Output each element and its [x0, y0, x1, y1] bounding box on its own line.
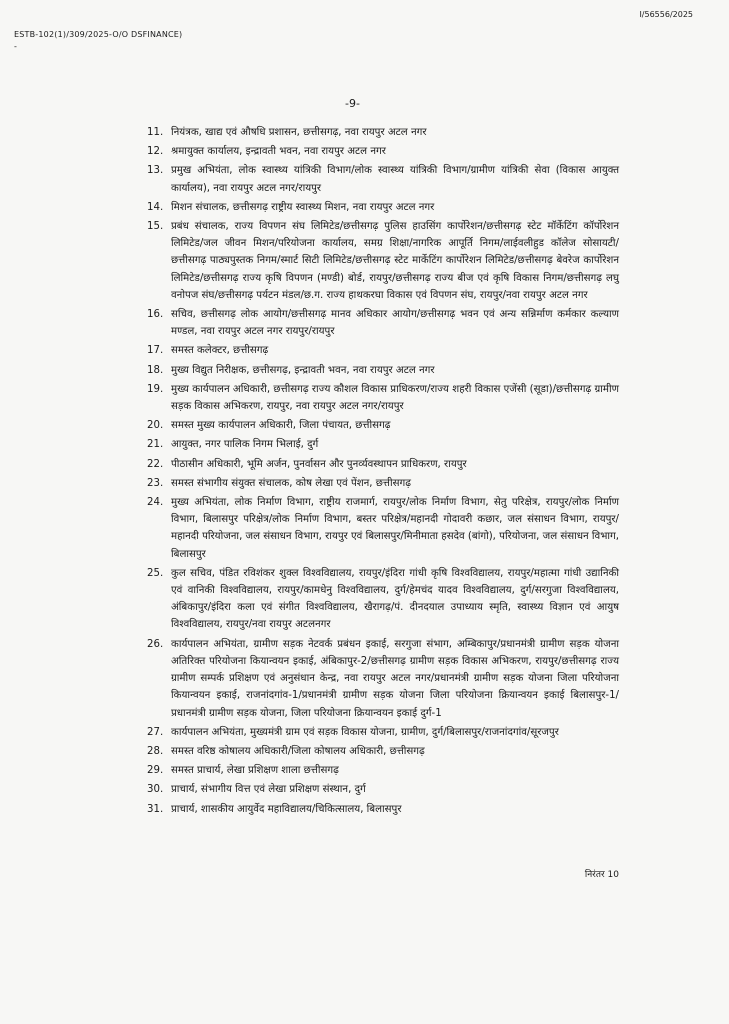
item-number: 21.	[147, 439, 164, 451]
item-number: 15.	[147, 221, 164, 233]
item-text: प्राचार्य, शासकीय आयुर्वेद महाविद्यालय/चिकित्सालय, बिलासपुर	[171, 803, 402, 815]
item-number: 31.	[147, 803, 164, 815]
list-item	[147, 417, 619, 434]
reference-number: I/56556/2025	[639, 10, 693, 19]
item-text: मुख्य विद्युत निरीक्षक, छत्तीसगढ़, इन्द्रावती भवन, नवा रायपुर अटल नगर	[171, 364, 435, 376]
list-item	[147, 801, 619, 818]
list-item	[147, 381, 619, 415]
list-item	[147, 124, 619, 141]
item-text: समस्त वरिष्ठ कोषालय अधिकारी/जिला कोषालय अधिकारी, छत्तीसगढ़	[171, 745, 425, 757]
item-number: 29.	[147, 765, 164, 777]
item-text: समस्त संभागीय संयुक्त संचालक, कोष लेखा एवं पेंशन, छत्तीसगढ़	[171, 477, 411, 489]
item-number: 14.	[147, 201, 164, 213]
list-item	[147, 743, 619, 760]
item-text: प्रमुख अभियंता, लोक स्वास्थ्य यांत्रिकी विभाग/लोक स्वास्थ्य यांत्रिकी विभाग/ग्रामीण यांत्रिकी सेवा (विकास आयुक्त कार्यालय), नवा रायपुर अटल नगर/रायपुर	[171, 165, 619, 194]
item-number: 27.	[147, 726, 164, 738]
header-dash: -	[14, 42, 17, 51]
item-text: समस्त प्राचार्य, लेखा प्रशिक्षण शाला छत्तीसगढ़	[171, 765, 339, 777]
item-number: 17.	[147, 345, 164, 357]
item-text: समस्त मुख्य कार्यपालन अधिकारी, जिला पंचायत, छत्तीसगढ़	[171, 420, 391, 432]
item-text: मुख्य कार्यपालन अधिकारी, छत्तीसगढ़ राज्य कौशल विकास प्राधिकरण/राज्य शहरी विकास एजेंसी (सूडा)/छत्तीसगढ़ ग्रामीण सड़क विकास अभिकरण, रायपुर, नवा रायपुर अटल नगर/रायपुर	[171, 383, 619, 413]
list-item	[147, 436, 619, 453]
item-number: 26.	[147, 638, 164, 650]
list-item	[147, 565, 619, 634]
item-text: नियंत्रक, खाद्य एवं औषधि प्रशासन, छत्तीसगढ़, नवा रायपुर अटल नगर	[171, 127, 427, 138]
list-item	[147, 362, 619, 379]
list-item	[147, 724, 619, 741]
list-item	[147, 199, 619, 216]
item-text: मिशन संचालक, छत्तीसगढ़ राष्ट्रीय स्वास्थ्य मिशन, नवा रायपुर अटल नगर	[171, 201, 435, 213]
item-text: समस्त कलेक्टर, छत्तीसगढ़	[171, 345, 269, 357]
list-item	[147, 781, 619, 798]
list-item	[147, 456, 619, 473]
list-item	[147, 143, 619, 160]
item-number: 19.	[147, 383, 164, 395]
item-number: 22.	[147, 458, 164, 470]
list-item	[147, 342, 619, 359]
item-number: 23.	[147, 477, 164, 489]
page-number: -9-	[345, 97, 360, 110]
list-item	[147, 475, 619, 492]
item-number: 28.	[147, 745, 164, 757]
file-reference: ESTB-102(1)/309/2025-O/O DSFINANCE)	[14, 30, 183, 39]
item-number: 18.	[147, 364, 164, 376]
item-text: कार्यपालन अभियंता, ग्रामीण सड़क नेटवर्क प्रबंधन इकाई, सरगुजा संभाग, अम्बिकापुर/प्रधानमंत्री ग्रामीण सड़क योजना अतिरिक्त परियोजना कियान्वयन इकाई, अंबिकापुर-2/छत्तीसगढ़ ग्रामीण सड़क विकास अभिकरण, रायपुर/छत्तीसगढ़ राज्य ग्रामीण सम्पर्क प्रशिक्षण एवं अनुसंधान केन्द्र, नवा रायपुर अटल नगर/प्रधानमंत्री ग्रामीण सड़क योजना जिला परियोजना कियान्वयन इकाई, राजनांदगांव-1/प्रधानमंत्री ग्रामीण सड़क योजना जिला परियोजना क्रियान्वयन इकाई बिलासपुर-1/प्रधानमंत्री ग्रामीण सड़क योजना, जिला परियोजना क्रियान्वयन इकाई दुर्ग-1	[171, 638, 619, 719]
item-text: प्रबंध संचालक, राज्य विपणन संघ लिमिटेड/छत्तीसगढ़ पुलिस हाउसिंग कार्पोरेशन/छत्तीसगढ़ स्टेट मॉर्केटिंग कॉर्पोरेशन लिमिटेड/जल जीवन मिशन/परियोजना कार्यालय, समग्र शिक्षा/नागरिक आपूर्ति निगम/लाईवलीहुड कॉलेज सोसायटी/छत्तीसगढ़ पाठ्यपुस्तक निगम/स्मार्ट सिटी लिमिटेड/छत्तीसगढ़ स्टेट मार्केटिंग कार्पोरेशन लिमिटेड/छत्तीसगढ़ बेवरेज कार्पोरेशन लिमिटेड/छत्तीसगढ़ राज्य कृषि विपणन (मण्डी) बोर्ड, रायपुर/छत्तीसगढ़ राज्य बीज एवं कृषि विकास निगम/छत्तीसगढ़ लघु वनोपज संघ/छत्तीसगढ़ पर्यटन मंडल/छ.ग. राज्य हाथकरघा विकास एवं विपणन संघ, रायपुर/नवा रायपुर अटल नगर	[171, 221, 619, 301]
item-text: कार्यपालन अभियंता, मुख्यमंत्री ग्राम एवं सड़क विकास योजना, ग्रामीण, दुर्ग/बिलासपुर/राजनांदगांव/सूरजपुर	[171, 726, 559, 738]
item-text: सचिव, छत्तीसगढ़ लोक आयोग/छत्तीसगढ़ मानव अधिकार आयोग/छत्तीसगढ़ भवन एवं अन्य सन्निर्माण कर्मकार कल्याण मण्डल, नवा रायपुर अटल नगर रायपुर/रायपुर	[171, 309, 619, 338]
item-number: 16.	[147, 309, 164, 321]
item-text: श्रमायुक्त कार्यालय, इन्द्रावती भवन, नवा रायपुर अटल नगर	[171, 146, 386, 158]
list-item	[147, 162, 619, 196]
item-number: 30.	[147, 784, 164, 796]
item-number: 12.	[147, 146, 164, 158]
list-item	[147, 762, 619, 779]
item-text: आयुक्त, नगर पालिक निगम भिलाई, दुर्ग	[171, 439, 319, 451]
item-text: मुख्य अभियंता, लोक निर्माण विभाग, राष्ट्रीय राजमार्ग, रायपुर/लोक निर्माण विभाग, सेतु परिक्षेत्र, रायपुर/लोक निर्माण विभाग, बिलासपुर परिक्षेत्र/लोक निर्माण विभाग, बस्तर परिक्षेत्र/महानदी गोदावरी कछार, जल संसाधन विभाग, रायपुर/महानदी परियोजना, जल संसाधन विभाग, रायपुर एवं बिलासपुर/मिनीमाता हसदेव (बांगो), परियोजना, जल संसाधन विभाग, बिलासपुर	[171, 497, 619, 560]
continued-note: निरंतर 10	[584, 870, 619, 880]
item-number: 13.	[147, 165, 164, 177]
list-item	[147, 636, 619, 722]
item-text: प्राचार्य, संभागीय वित्त एवं लेखा प्रशिक्षण संस्थान, दुर्ग	[171, 784, 366, 796]
list-item	[147, 218, 619, 304]
item-number: 24.	[147, 497, 164, 509]
item-text: कुल सचिव, पंडित रविशंकर शुक्ल विश्वविद्यालय, रायपुर/इंदिरा गांधी कृषि विश्वविद्यालय, रायपुर/महात्मा गांधी उद्यानिकी एवं वानिकी विश्वविद्यालय, रायपुर/कामधेनु विश्वविद्यालय, दुर्ग/हेमचंद यादव विश्वविद्यालय, दुर्ग/सरगुजा विश्वविद्यालय, अंबिकापुर/इंदिरा कला एवं संगीत विश्वविद्यालय, खैरागढ़/पं. दीनदयाल उपाध्याय स्मृति, स्वास्थ्य विज्ञान एवं आयुष विश्वविद्यालय, रायपुर/नवा रायपुर अटलनगर	[171, 567, 619, 631]
item-number: 20.	[147, 420, 164, 432]
list-item	[147, 306, 619, 340]
item-text: पीठासीन अधिकारी, भूमि अर्जन, पुनर्वासन और पुनर्व्यवस्थापन प्राधिकरण, रायपुर	[171, 458, 467, 470]
distribution-list	[147, 124, 619, 820]
item-number: 25.	[147, 567, 164, 579]
item-number: 11.	[147, 127, 164, 138]
list-item	[147, 494, 619, 563]
